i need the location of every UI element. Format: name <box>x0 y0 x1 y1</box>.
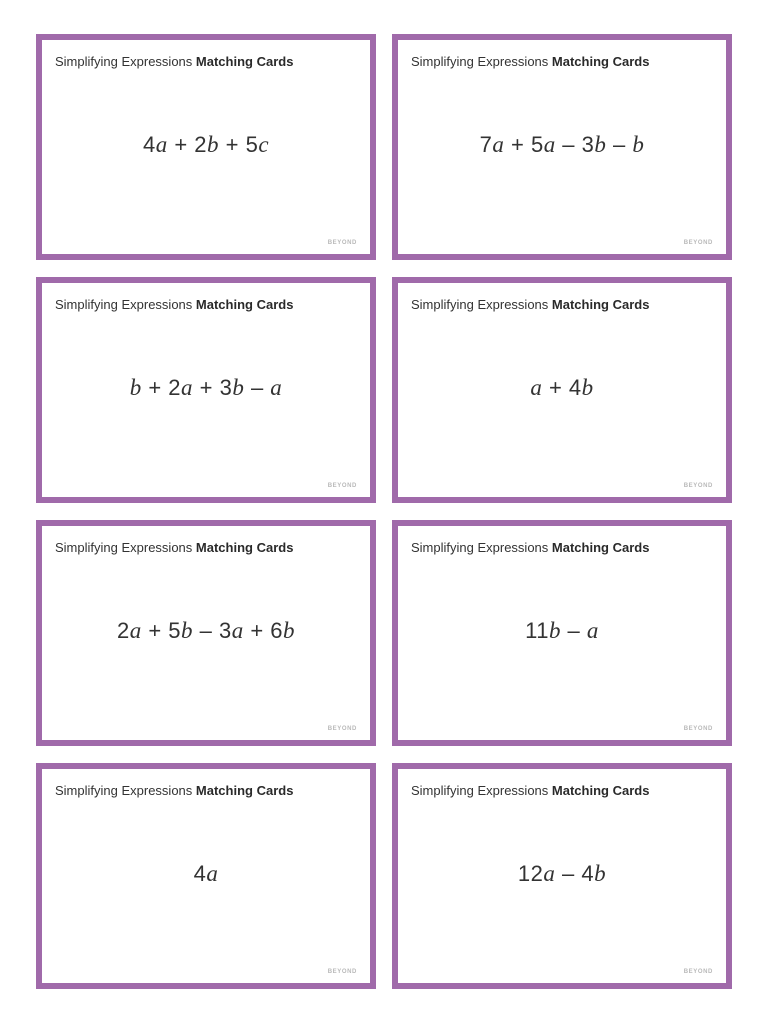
matching-card <box>392 520 732 746</box>
card-title <box>55 297 293 312</box>
matching-card <box>392 277 732 503</box>
card-title-prefix: Simplifying Expressions <box>411 54 549 69</box>
card-title-suffix: Matching Cards <box>551 540 650 555</box>
card-expression: 4a <box>193 861 219 886</box>
card-expression: 2a + 5b – 3a + 6b <box>116 618 296 643</box>
brand-logo: BEYOND <box>683 483 713 489</box>
matching-card <box>392 34 732 260</box>
card-title-prefix: Simplifying Expressions <box>55 54 193 69</box>
card-title <box>411 54 649 69</box>
card-title-suffix: Matching Cards <box>551 783 650 798</box>
matching-card <box>36 277 376 503</box>
matching-card <box>392 763 732 989</box>
brand-logo: BEYOND <box>327 240 357 246</box>
brand-logo: BEYOND <box>683 240 713 246</box>
brand-logo: BEYOND <box>327 969 357 975</box>
brand-logo: BEYOND <box>327 483 357 489</box>
card-expression: 4a + 2b + 5c <box>142 132 270 157</box>
brand-logo: BEYOND <box>327 726 357 732</box>
card-expression: 12a – 4b <box>517 861 607 886</box>
card-expression: 11b – a <box>525 618 599 643</box>
card-expression: b + 2a + 3b – a <box>129 375 283 400</box>
card-title-prefix: Simplifying Expressions <box>55 540 193 555</box>
card-title <box>55 540 293 555</box>
matching-card <box>36 763 376 989</box>
brand-logo: BEYOND <box>683 726 713 732</box>
card-title-suffix: Matching Cards <box>195 540 294 555</box>
card-expression: 7a + 5a – 3b – b <box>479 132 645 157</box>
cards-sheet <box>36 34 732 989</box>
card-title <box>411 540 649 555</box>
card-title-suffix: Matching Cards <box>551 297 650 312</box>
matching-card <box>36 34 376 260</box>
card-title-suffix: Matching Cards <box>195 783 294 798</box>
card-title-suffix: Matching Cards <box>551 54 650 69</box>
card-title-suffix: Matching Cards <box>195 54 294 69</box>
brand-logo: BEYOND <box>683 969 713 975</box>
card-title <box>411 297 649 312</box>
card-title-prefix: Simplifying Expressions <box>411 783 549 798</box>
card-title-prefix: Simplifying Expressions <box>55 297 193 312</box>
card-title <box>411 783 649 798</box>
card-title <box>55 54 293 69</box>
card-title-prefix: Simplifying Expressions <box>55 783 193 798</box>
card-title-prefix: Simplifying Expressions <box>411 297 549 312</box>
card-title-suffix: Matching Cards <box>195 297 294 312</box>
matching-card <box>36 520 376 746</box>
card-expression: a + 4b <box>530 375 594 400</box>
card-title <box>55 783 293 798</box>
card-title-prefix: Simplifying Expressions <box>411 540 549 555</box>
